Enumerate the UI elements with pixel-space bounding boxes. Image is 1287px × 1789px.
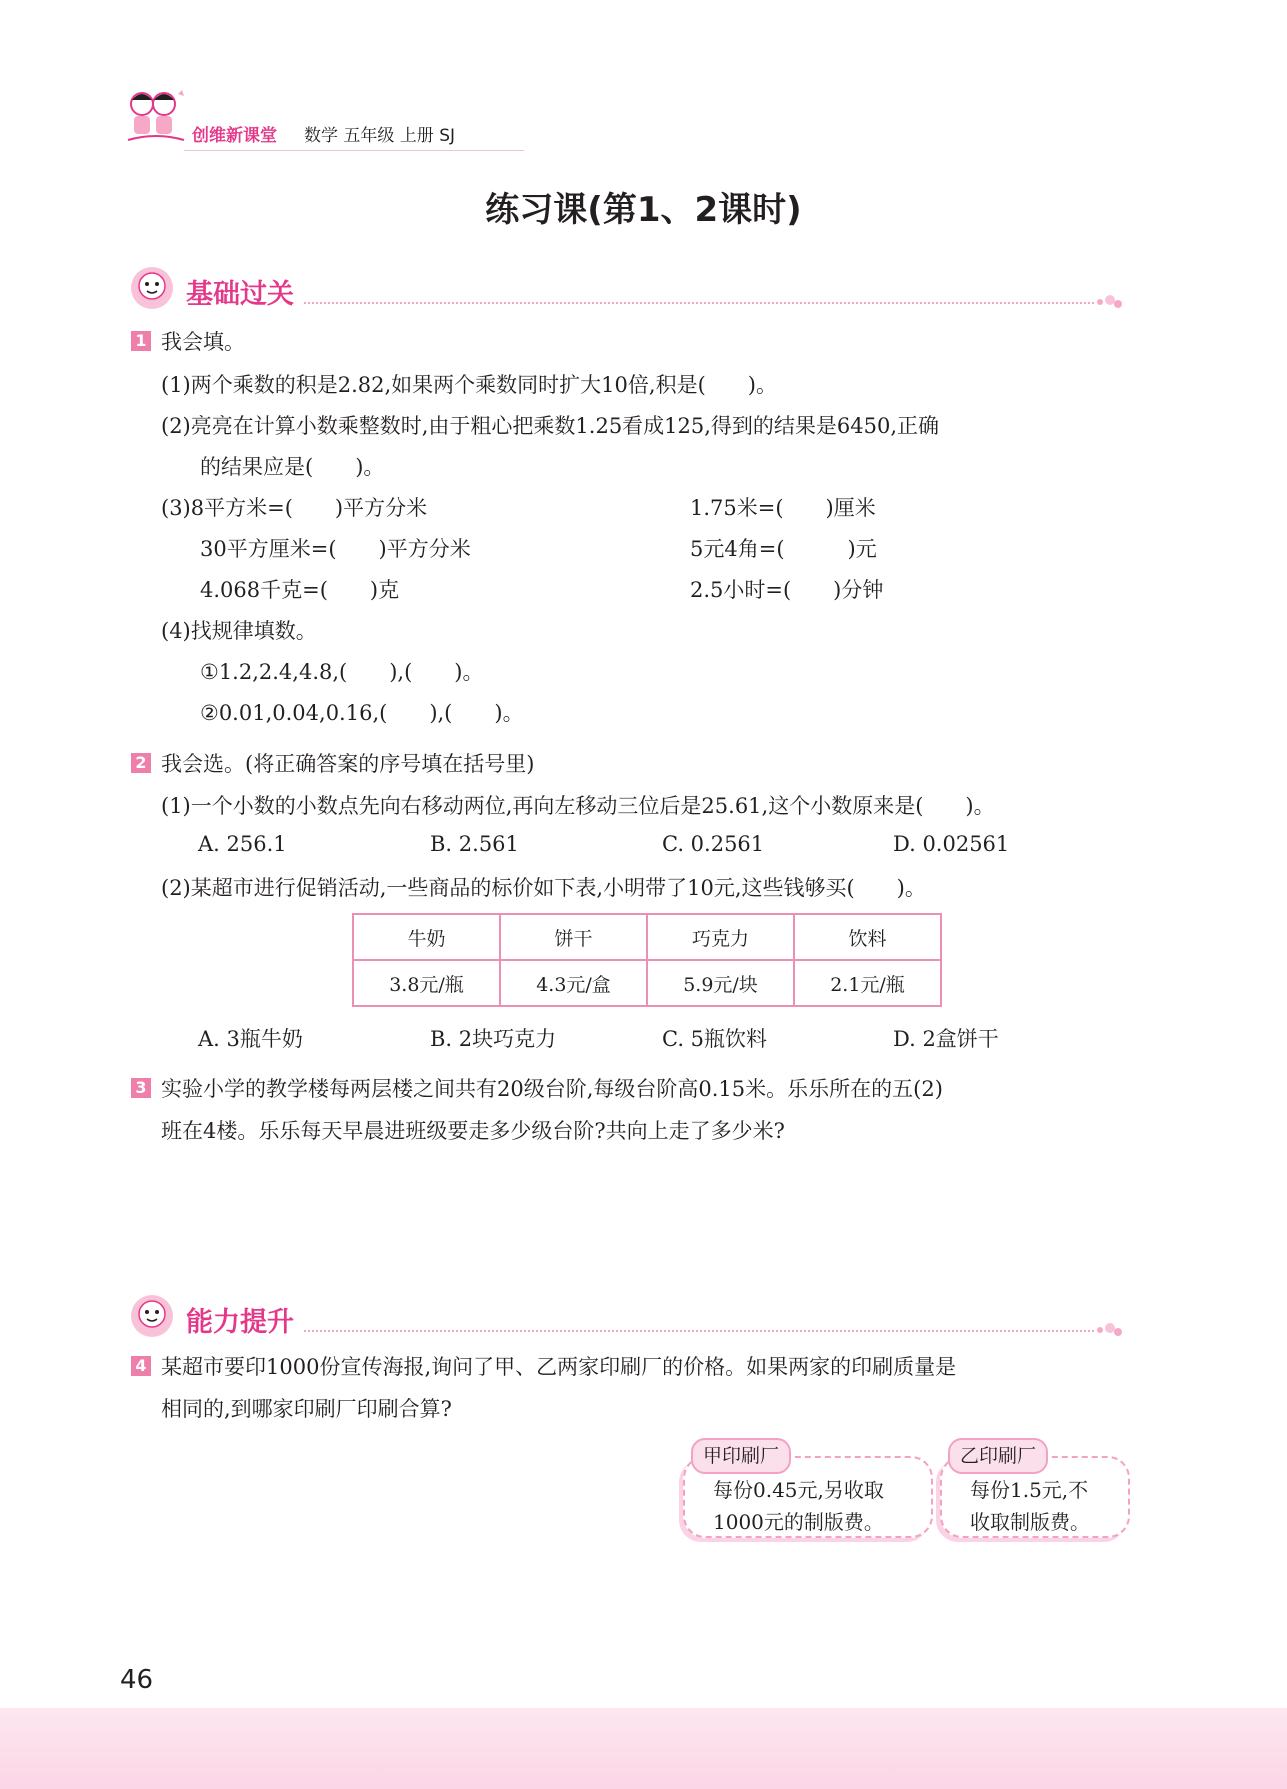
question-title: 我会填。 xyxy=(161,330,245,354)
factory-b-callout xyxy=(940,1438,1130,1538)
option-d: D. 2盒饼干 xyxy=(893,1027,999,1051)
factory-b-line: 收取制版费。 xyxy=(970,1510,1090,1534)
question-line: (1)两个乘数的积是2.82,如果两个乘数同时扩大10倍,积是( )。 xyxy=(161,373,777,397)
table-header-row xyxy=(353,914,941,960)
question-line: 班在4楼。乐乐每天早晨进班级要走多少级台阶?共向上走了多少米? xyxy=(161,1119,785,1143)
page-title: 练习课(第1、2课时) xyxy=(485,190,802,230)
mascot-badge-icon xyxy=(128,1292,178,1340)
dotted-divider xyxy=(304,302,1094,304)
table-cell: 2.1元/瓶 xyxy=(794,960,941,1006)
factory-b-line: 每份1.5元,不 xyxy=(970,1478,1089,1502)
table-row xyxy=(353,960,941,1006)
conversion-item: 1.75米=( )厘米 xyxy=(690,496,876,520)
dotted-divider xyxy=(304,1330,1094,1332)
cartoon-kids-logo-icon xyxy=(122,88,190,148)
conversion-item: 2.5小时=( )分钟 xyxy=(690,578,884,602)
option-a: A. 256.1 xyxy=(198,832,287,856)
question-line: (1)一个小数的小数点先向右移动两位,再向左移动三位后是25.61,这个小数原来是( )。 xyxy=(161,794,995,818)
question-number: 1 xyxy=(131,331,151,351)
option-b: B. 2块巧克力 xyxy=(430,1027,557,1051)
question-title: 我会选。(将正确答案的序号填在括号里) xyxy=(161,752,535,776)
price-table xyxy=(352,913,942,1007)
table-cell: 4.3元/盒 xyxy=(500,960,647,1006)
question-line: (2)某超市进行促销活动,一些商品的标价如下表,小明带了10元,这些钱够买( )。 xyxy=(161,876,926,900)
footer-band xyxy=(0,1708,1287,1789)
table-header-cell: 牛奶 xyxy=(353,914,500,960)
page-header xyxy=(122,88,622,154)
header-divider xyxy=(184,150,524,151)
section-label: 基础过关 xyxy=(186,279,294,310)
question-line: 的结果应是( )。 xyxy=(200,455,385,479)
table-header-cell: 饮料 xyxy=(794,914,941,960)
conversion-item: 5元4角=( )元 xyxy=(690,537,877,561)
course-info: 数学 五年级 上册 SJ xyxy=(304,126,456,146)
dots-ornament-icon xyxy=(1094,292,1124,312)
brand-name: 创维新课堂 xyxy=(192,126,277,146)
factory-a-callout xyxy=(683,1438,933,1538)
question-number: 4 xyxy=(131,1356,151,1376)
section-header-basic xyxy=(128,264,1128,316)
question-line: 相同的,到哪家印刷厂印刷合算? xyxy=(161,1397,452,1421)
question-line: (4)找规律填数。 xyxy=(161,619,317,643)
option-c: C. 0.2561 xyxy=(662,832,765,856)
factory-a-line: 每份0.45元,另收取 xyxy=(713,1478,884,1502)
question-number: 2 xyxy=(131,753,151,773)
table-cell: 3.8元/瓶 xyxy=(353,960,500,1006)
option-c: C. 5瓶饮料 xyxy=(662,1027,768,1051)
question-line: (2)亮亮在计算小数乘整数时,由于粗心把乘数1.25看成125,得到的结果是6450,正确 xyxy=(161,414,940,438)
sequence-item: ①1.2,2.4,4.8,( ),( )。 xyxy=(200,660,484,684)
table-header-cell: 巧克力 xyxy=(647,914,794,960)
section-label: 能力提升 xyxy=(186,1307,294,1338)
question-number: 3 xyxy=(131,1078,151,1098)
conversion-item: 30平方厘米=( )平方分米 xyxy=(200,537,471,561)
table-cell: 5.9元/块 xyxy=(647,960,794,1006)
page-number: 46 xyxy=(120,1665,154,1695)
dots-ornament-icon xyxy=(1094,1320,1124,1340)
factory-a-line: 1000元的制版费。 xyxy=(713,1510,884,1534)
question-line: 实验小学的教学楼每两层楼之间共有20级台阶,每级台阶高0.15米。乐乐所在的五(2) xyxy=(161,1077,943,1101)
factory-b-name: 乙印刷厂 xyxy=(948,1438,1048,1474)
option-b: B. 2.561 xyxy=(430,832,519,856)
conversion-item: (3)8平方米=( )平方分米 xyxy=(161,496,428,520)
factory-a-name: 甲印刷厂 xyxy=(691,1438,791,1474)
sequence-item: ②0.01,0.04,0.16,( ),( )。 xyxy=(200,701,524,725)
question-line: 某超市要印1000份宣传海报,询问了甲、乙两家印刷厂的价格。如果两家的印刷质量是 xyxy=(161,1355,957,1379)
table-header-cell: 饼干 xyxy=(500,914,647,960)
conversion-item: 4.068千克=( )克 xyxy=(200,578,400,602)
mascot-badge-icon xyxy=(128,264,178,312)
section-header-advanced xyxy=(128,1292,1128,1344)
option-a: A. 3瓶牛奶 xyxy=(198,1027,303,1051)
option-d: D. 0.02561 xyxy=(893,832,1010,856)
